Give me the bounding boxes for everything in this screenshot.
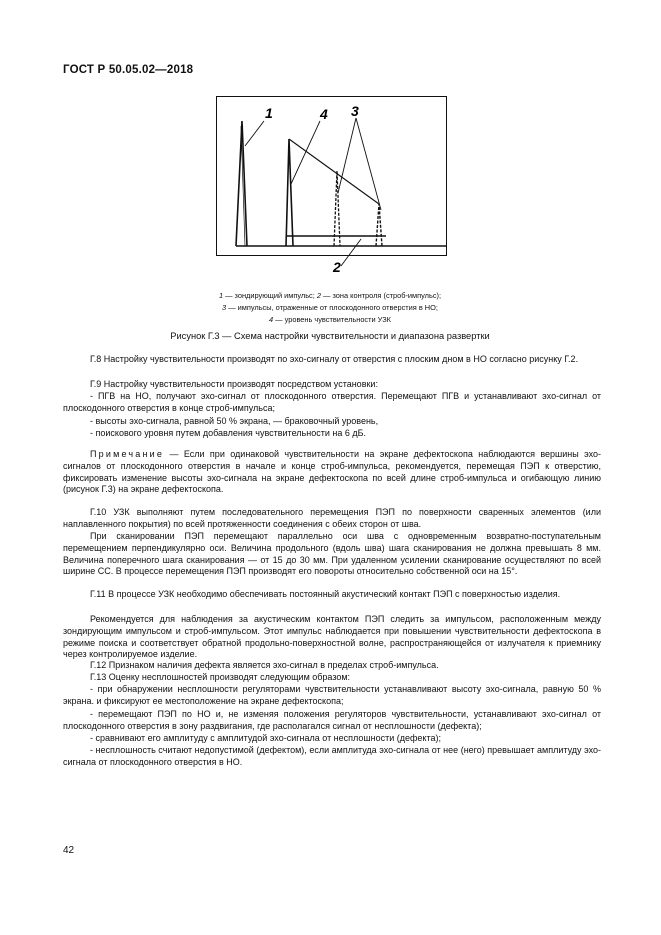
figure-legend-line-2 xyxy=(150,302,510,313)
legend-num: 3 xyxy=(222,303,227,312)
leader-1 xyxy=(245,121,264,146)
list-item: - поискового уровня путем добавления чувствительности на 6 дБ. xyxy=(90,428,366,438)
echo-pulse-end xyxy=(376,204,382,246)
legend-text: — зондирующий импульс; xyxy=(223,291,317,300)
screen-frame xyxy=(217,97,447,256)
paragraph-g8: Г.8 Настройку чувствительности производят по эхо-сигналу от отверстия с плоским дном в НО согласно рисунку Г.2. xyxy=(90,354,579,364)
paragraph-contact: Рекомендуется для наблюдения за акустическим контактом ПЭП следить за импульсом, расположенным между зондирующим импульсом и строб-импульсом. Этот импульс наблюдается при повышении чувствительности дефектоскопа в режиме поиска и соответствует обратной продольно-поверхностной волне, распространяющейся от излучателя к приемнику через контролируемое изделие. xyxy=(63,614,601,660)
callout-3: 3 xyxy=(351,103,359,119)
echo-pulse-start xyxy=(286,139,293,246)
figure-caption: Рисунок Г.3 — Схема настройки чувствительности и диапазона развертки xyxy=(170,331,490,341)
figure-oscillogram xyxy=(216,96,447,275)
note-label: Примечание xyxy=(90,449,165,459)
paragraph-g9: Г.9 Настройку чувствительности производят посредством установки: xyxy=(90,379,378,389)
legend-num: 4 xyxy=(268,315,274,324)
paragraph-scanning: При сканировании ПЭП перемещают параллельно оси шва с одновременным возвратно-поступательным перемещением перпендикулярно оси. Величина продольного (вдоль шва) шага сканирования не должна превышать 8 мм. Величина поперечного шага сканирования — от 15 до 30 мм. При удаленном усилении сканирование осуществляют по всей ширине СС. В процессе перемещения ПЭП производят его повороты относительно собственной оси на 15°. xyxy=(63,531,601,577)
legend-num: 2 xyxy=(316,291,321,300)
oscillogram-diagram xyxy=(216,96,447,275)
list-item: - при обнаружении несплошности регуляторами чувствительности устанавливают высоту эхо-сигнала, равную 50 % экрана. и фиксируют ее местоположение на экране дефектоскопа; xyxy=(63,684,601,706)
leader-3a xyxy=(338,118,356,193)
figure-legend-line-3 xyxy=(150,314,510,325)
list-item: - высоты эхо-сигнала, равной 50 % экрана, — браковочный уровень, xyxy=(90,416,379,426)
list-item: - сравнивают его амплитуду с амплитудой эхо-сигнала от несплошности (дефекта); xyxy=(90,733,441,743)
list-item: - несплошность считают недопустимой (дефектом), если амплитуда эхо-сигнала от нее (него) превышает амплитуду эхо-сигнала от плоскодонного отверстия в НО. xyxy=(63,745,601,767)
leader-4 xyxy=(291,121,320,184)
document-header: ГОСТ Р 50.05.02—2018 xyxy=(63,64,194,76)
callout-2: 2 xyxy=(333,259,341,275)
paragraph-g10: Г.10 УЗК выполняют путем последовательного перемещения ПЭП по поверхности сваренных элементов (или наплавленного покрытия) по всей протяженности соединения с обеих сторон от шва. xyxy=(63,507,601,529)
note-text: — Если при одинаковой чувствительности на экране дефектоскопа наблюдаются вершины эхо-сигналов от плоскодонного отверстия в начале и конце строб-импульса, рекомендуется, перемещая ПЭП к отверстию, фиксировать изменение высоты эхо-сигнала на экране дефектоскопа по всей длине строб-импульса и огибающую линию (рисунок Г.3) на экране дефектоскопа. xyxy=(63,449,601,495)
callout-4: 4 xyxy=(320,106,328,122)
legend-text: — уровень чувствительности УЗК xyxy=(273,315,391,324)
envelope-line xyxy=(289,139,379,204)
leader-2 xyxy=(341,239,361,266)
figure-legend-line-1 xyxy=(150,290,510,301)
list-item: - ПГВ на НО, получают эхо-сигнал от плоскодонного отверстия. Перемещают ПГВ и устанавливают эхо-сигнал от плоскодонного отверстия в конце строб-импульса; xyxy=(63,391,601,413)
paragraph-g13: Г.13 Оценку несплошностей производят следующим образом: xyxy=(90,672,351,682)
legend-text: — зона контроля (строб-импульс); xyxy=(321,291,442,300)
note-paragraph xyxy=(63,449,601,496)
page-number: 42 xyxy=(63,845,75,856)
paragraph-g12: Г.12 Признаком наличия дефекта является эхо-сигнал в пределах строб-импульса. xyxy=(90,660,439,670)
echo-pulse-middle xyxy=(334,171,340,246)
legend-text: — импульсы, отраженные от плоскодонного отверстия в НО; xyxy=(226,303,438,312)
paragraph-g11: Г.11 В процессе УЗК необходимо обеспечивать постоянный акустический контакт ПЭП с поверхностью изделия. xyxy=(90,589,561,599)
callout-1: 1 xyxy=(265,105,273,121)
legend-num: 1 xyxy=(218,291,224,300)
list-item: - перемещают ПЭП по НО и, не изменяя положения регуляторов чувствительности, устанавливают эхо-сигнал от плоскодонного отверстия в зону раздвигания, где располагался сигнал от несплошности (дефекта); xyxy=(63,709,601,731)
